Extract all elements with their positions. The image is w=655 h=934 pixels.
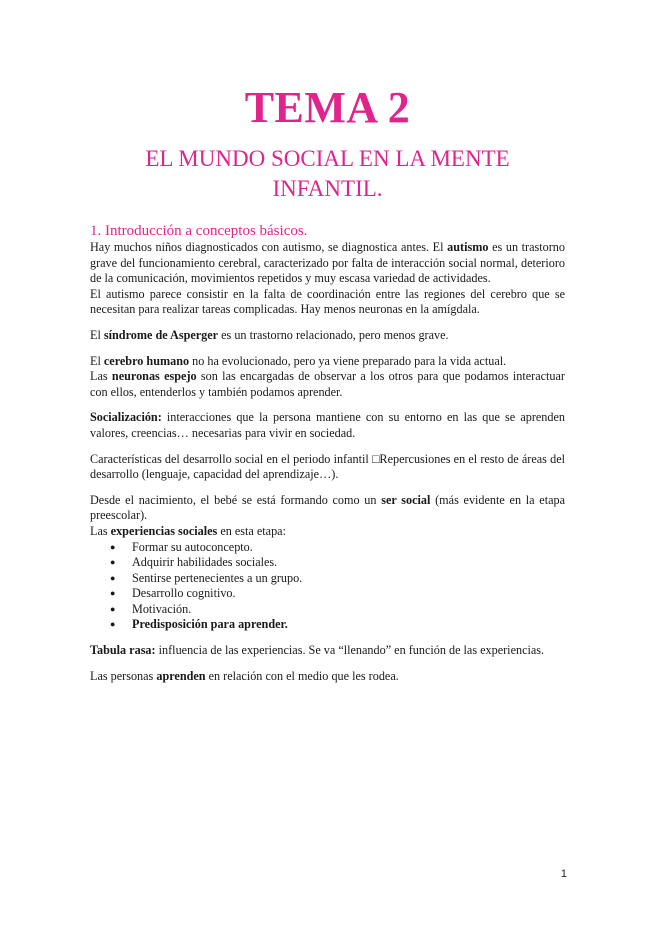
paragraph-aprenden [90, 669, 565, 685]
list-item-text: Motivación. [132, 601, 192, 616]
paragraph-socializacion [90, 410, 565, 441]
list-item-text: Predisposición para aprender. [132, 617, 288, 632]
list-item-text: Formar su autoconcepto. [132, 539, 253, 554]
text: El [90, 353, 104, 368]
bullet-icon: ● [110, 619, 116, 630]
bullet-icon: ● [110, 588, 116, 599]
paragraph-neuronas [90, 369, 565, 400]
text: en esta etapa: [217, 523, 286, 538]
list-item-text: Desarrollo cognitivo. [132, 586, 236, 601]
list-item [110, 570, 565, 587]
section-heading: 1. Introducción a conceptos básicos. [90, 223, 308, 239]
bold-term: aprenden [156, 668, 206, 683]
paragraph-caracteristicas: Características del desarrollo social en el periodo infantil □Repercusiones en el resto de áreas del desarrollo (lenguaje, capacidad del aprendizaje…). [90, 451, 565, 482]
paragraph-autismo-2: El autismo parece consistir en la falta de coordinación entre las regiones del cerebro que se necesitan para realizar tareas complicadas. Hay menos neuronas en la amígdala. [90, 286, 565, 317]
paragraph-ser-social [90, 493, 565, 524]
list-item [110, 617, 565, 633]
text: es un trastorno grave del funcionamiento cerebral, caracterizado por falta de interacción social normal, deterioro de la comunicación, movimientos repetidos y muy escasa variedad de actividades. [90, 240, 565, 286]
page-title: TEMA 2 [244, 83, 411, 132]
bold-term: autismo [447, 240, 489, 254]
text: es un trastorno relacionado, pero menos grave. [218, 327, 449, 342]
paragraph-autismo [90, 240, 565, 287]
document-page [0, 83, 655, 934]
paragraph-cerebro [90, 354, 565, 370]
list-item-text: Sentirse pertenecientes a un grupo. [132, 570, 303, 585]
bullet-icon: ● [110, 557, 116, 568]
list-item [110, 586, 565, 602]
text: Las [90, 523, 111, 538]
list-item-text: Adquirir habilidades sociales. [132, 555, 278, 570]
bold-term: Socialización: [90, 410, 162, 425]
paragraph-tabula-rasa [90, 643, 565, 659]
bold-term: Tabula rasa: [90, 643, 156, 658]
text: influencia de las experiencias. Se va “llenando” en función de las experiencias. [155, 643, 545, 658]
bullet-icon: ● [110, 541, 116, 552]
list-item [110, 601, 565, 618]
bold-term: neuronas espejo [111, 369, 197, 384]
bold-term: ser social [381, 492, 431, 507]
text: (más evidente en la etapa preescolar). [90, 492, 565, 523]
text: en relación con el medio que les rodea. [205, 668, 399, 683]
paragraph-experiencias [90, 524, 565, 540]
text: no ha evolucionado, pero ya viene preparado para la vida actual. [189, 353, 507, 368]
list-item [110, 555, 565, 571]
text: Las personas [90, 668, 157, 683]
page-subtitle: EL MUNDO SOCIAL EN LA MENTE INFANTIL. [145, 146, 510, 201]
text: son las encargadas de observar a los otros para que podamos interactuar con ellos, entenderlos y también podamos aprender. [90, 369, 565, 399]
list-item [110, 539, 565, 556]
paragraph-asperger [90, 328, 565, 344]
text: Las [90, 369, 112, 384]
text: El [90, 327, 104, 342]
experiences-list [90, 540, 565, 634]
page-number: 1 [560, 868, 567, 880]
bullet-icon: ● [110, 603, 116, 614]
bold-term: cerebro humano [103, 353, 190, 368]
bold-term: síndrome de Asperger [103, 327, 219, 342]
text: Desde el nacimiento, el bebé se está formando como un [90, 492, 382, 507]
text: Hay muchos niños diagnosticados con autismo, se diagnostica antes. El [90, 240, 448, 254]
bold-term: experiencias sociales [110, 523, 218, 538]
text: interacciones que la persona mantiene con su entorno en las que se aprenden valores, creencias… necesarias para vivir en sociedad. [90, 410, 565, 440]
bullet-icon: ● [110, 572, 116, 583]
